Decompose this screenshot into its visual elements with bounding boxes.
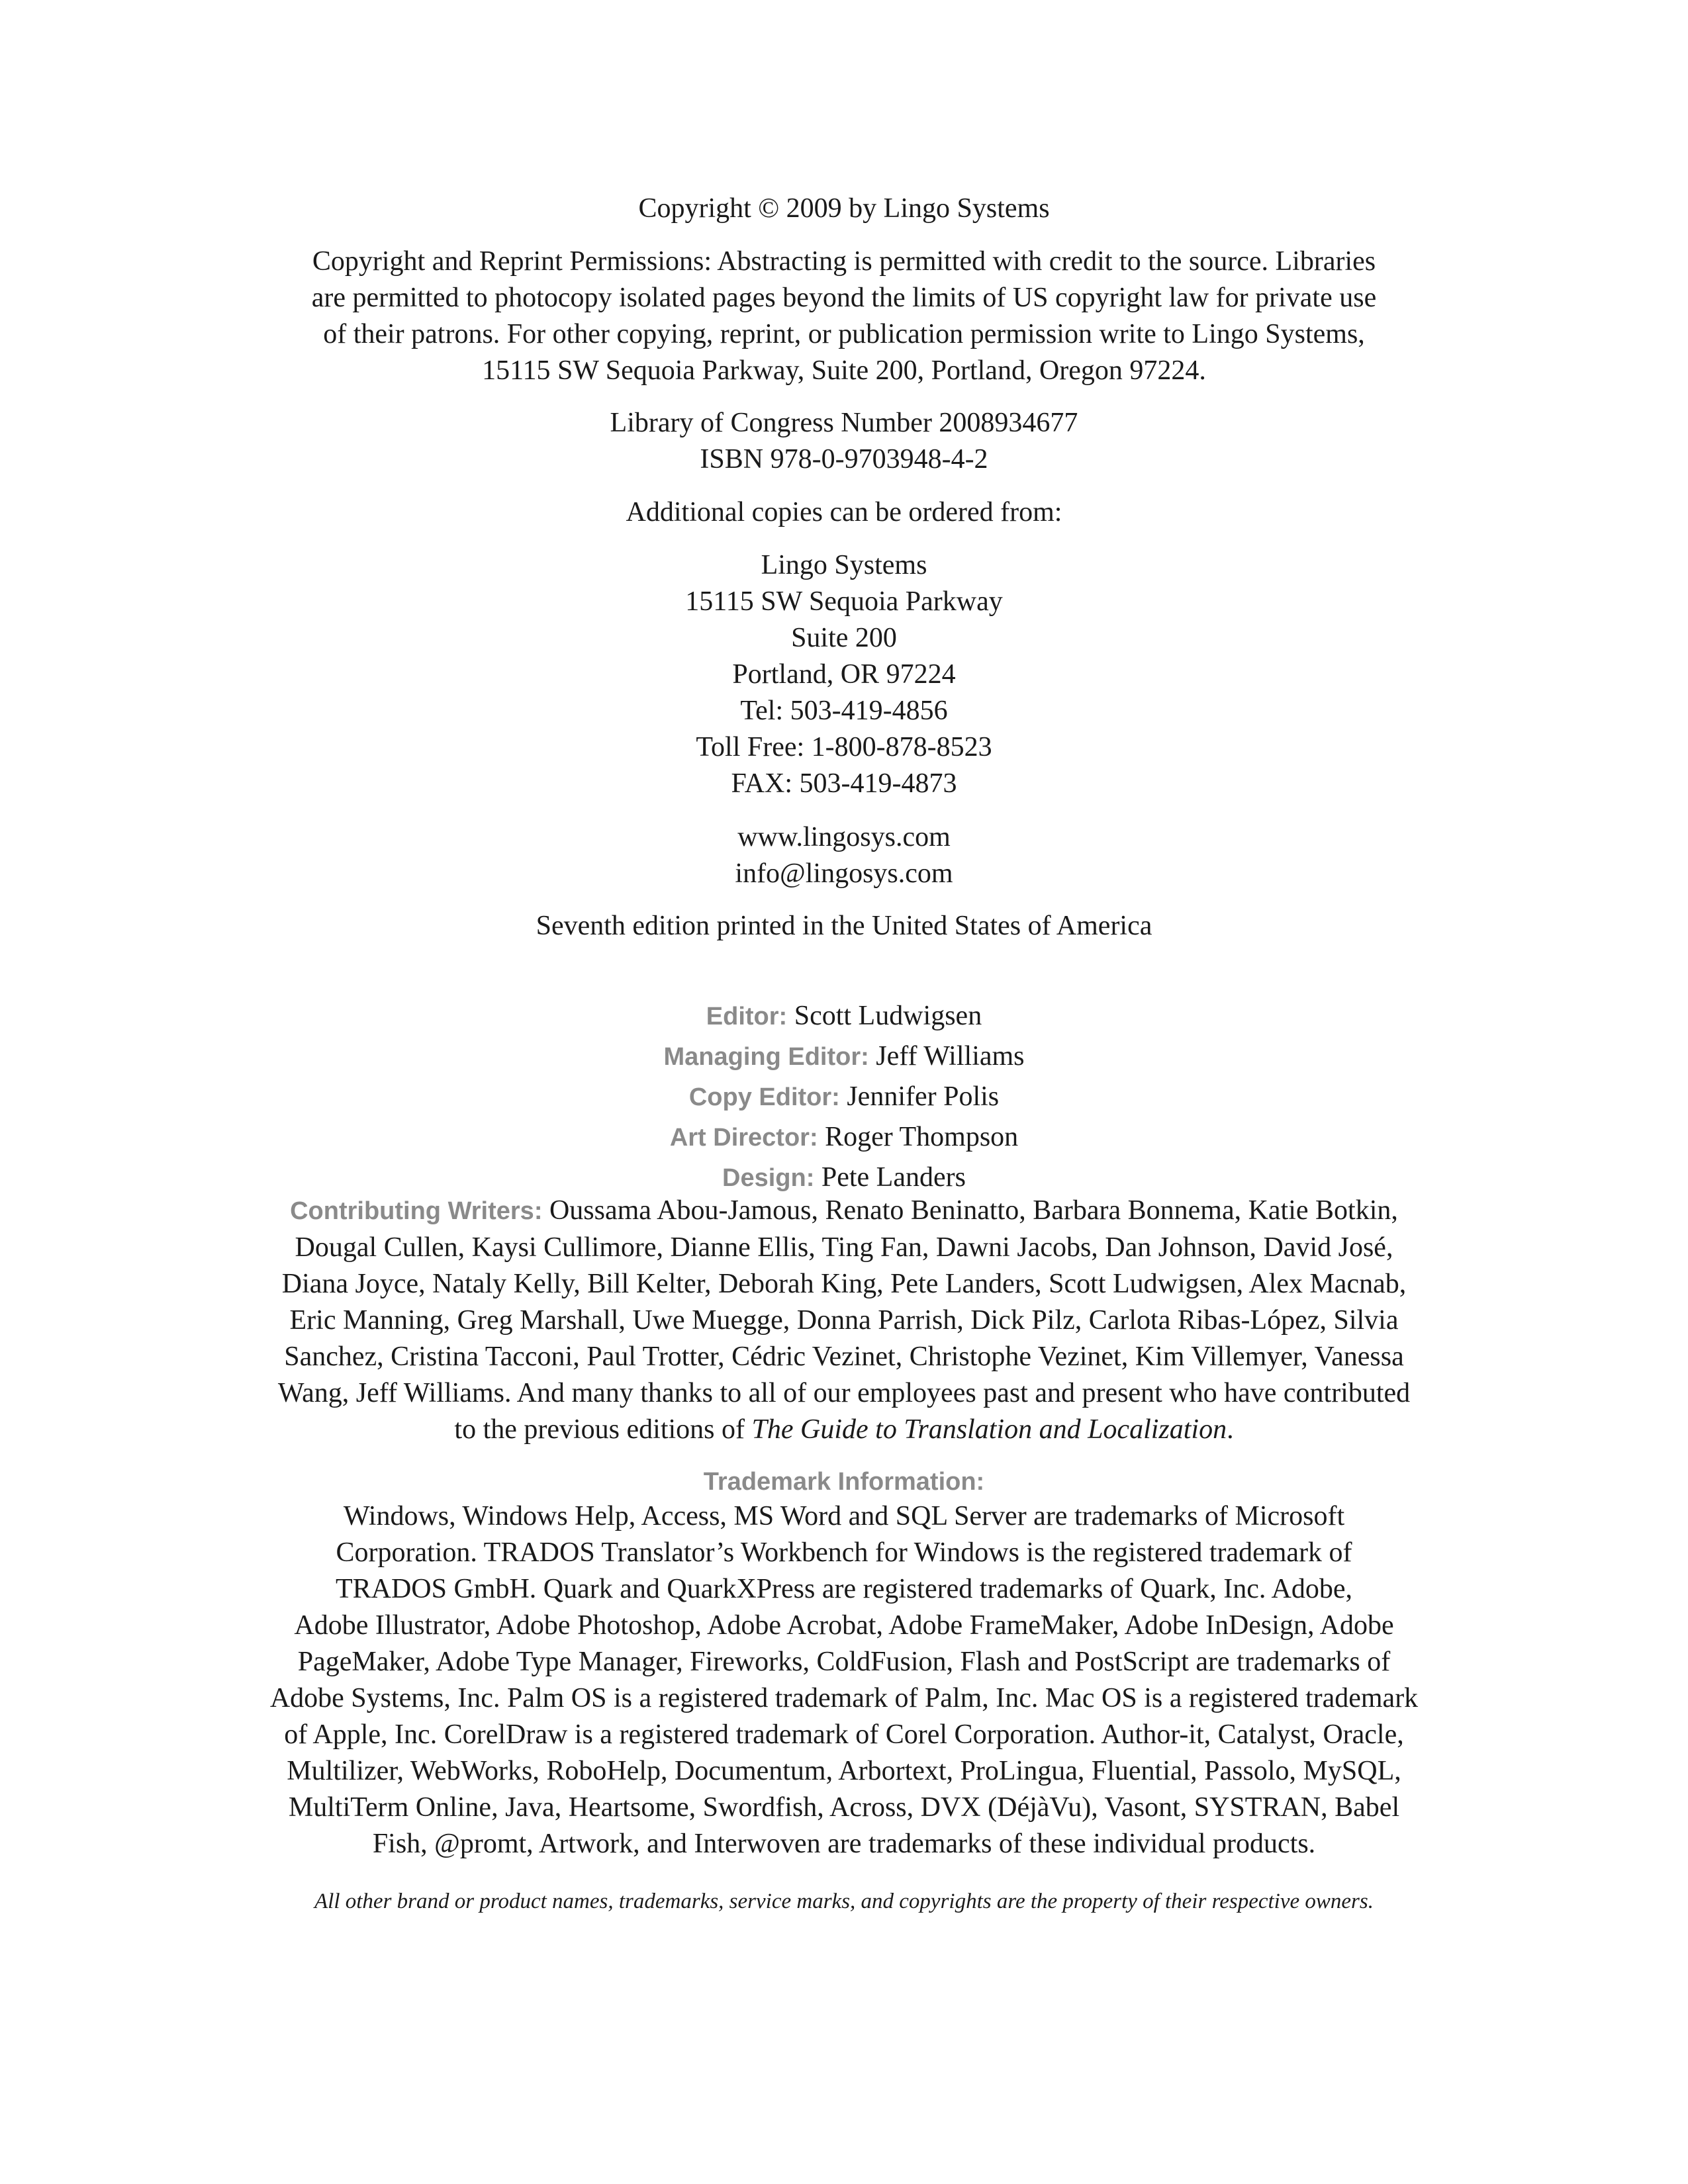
trademark-line: MultiTerm Online, Java, Heartsome, Swordfish, Across, DVX (DéjàVu), Vasont, SYSTRAN, Babel [288,1792,1400,1823]
credit-value: Jennifer Polis [839,1081,1000,1112]
credit-copy-editor [252,1077,1436,1117]
credit-value: Roger Thompson [818,1122,1019,1152]
permissions-paragraph [252,244,1436,389]
contributors-names: Oussama Abou-Jamous, Renato Beninatto, Barbara Bonnema, Katie Botkin, [542,1195,1398,1226]
trademark-line: Corporation. TRADOS Translator’s Workbench for Windows is the registered trademark of [336,1537,1352,1568]
trademark-line: Multilizer, WebWorks, RoboHelp, Documentum, Arbortext, ProLingua, Fluential, Passolo, MySQL, [287,1756,1401,1786]
email-link[interactable]: info@lingosys.com [735,858,953,889]
trademark-line: Fish, @promt, Artwork, and Interwoven are trademarks of these individual products. [372,1829,1316,1859]
credit-design [252,1158,1436,1198]
book-title: The Guide to Translation and Localization [751,1414,1227,1445]
credit-value: Scott Ludwigsen [787,1001,982,1031]
trademark-footnote: All other brand or product names, trademarks, service marks, and copyrights are the property of their respective owners. [314,1889,1374,1913]
trademark-paragraph [252,1498,1436,1862]
credit-label: Managing Editor: [663,1043,869,1071]
contributors-line: Eric Manning, Greg Marshall, Uwe Muegge, Donna Parrish, Dick Pilz, Carlota Ribas-López, Silvia [289,1305,1399,1336]
trademark-line: of Apple, Inc. CorelDraw is a registered trademark of Corel Corporation. Author-it, Catalyst, Oracle, [284,1719,1404,1750]
trademark-heading: Trademark Information: [703,1468,985,1496]
contributors-line: Diana Joyce, Nataly Kelly, Bill Kelter, Deborah King, Pete Landers, Scott Ludwigsen, Alex Macnab, [281,1269,1407,1299]
address-line: Toll Free: 1-800-878-8523 [696,732,992,762]
credit-value: Jeff Williams [868,1041,1025,1071]
address-line: Suite 200 [791,623,897,653]
trademark-line: PageMaker, Adobe Type Manager, Fireworks, ColdFusion, Flash and PostScript are trademarks of [297,1647,1391,1677]
contributors-line: Dougal Cullen, Kaysi Cullimore, Dianne Ellis, Ting Fan, Dawni Jacobs, Dan Johnson, David José, [295,1232,1393,1263]
contributors-line: Sanchez, Cristina Tacconi, Paul Trotter, Cédric Vezinet, Christophe Vezinet, Kim Villemyer, Vanessa [284,1342,1404,1372]
credits-list [252,996,1436,1198]
permissions-line: 15115 SW Sequoia Parkway, Suite 200, Portland, Oregon 97224. [482,355,1206,386]
permissions-line: are permitted to photocopy isolated pages beyond the limits of US copyright law for private use [311,283,1377,313]
ordering-intro: Additional copies can be ordered from: [626,497,1062,527]
address-line: Lingo Systems [761,550,927,580]
credit-label: Copy Editor: [688,1083,840,1111]
address-line: FAX: 503-419-4873 [731,768,957,799]
contact-online [252,819,1436,892]
credit-label: Design: [722,1164,815,1192]
edition-block [252,908,1436,944]
contributors-last-prefix: to the previous editions of [454,1414,752,1445]
contributing-writers [252,1193,1436,1448]
ordering-intro-block [252,494,1436,531]
permissions-line: Copyright and Reprint Permissions: Abstracting is permitted with credit to the source. Libraries [312,246,1376,277]
trademark-heading-block [252,1464,1436,1500]
copyright-title-block [252,191,1436,227]
credit-value: Pete Landers [814,1162,966,1193]
credit-label: Art Director: [669,1124,818,1152]
copyright-title: Copyright © 2009 by Lingo Systems [638,193,1050,224]
isbn: ISBN 978-0-9703948-4-2 [700,444,988,475]
contributors-label: Contributing Writers: [290,1197,543,1225]
contributors-last-line [252,1412,1436,1448]
website-link[interactable]: www.lingosys.com [737,822,951,852]
library-info [252,405,1436,478]
credit-label: Editor: [706,1003,788,1030]
trademark-line: Adobe Systems, Inc. Palm OS is a registered trademark of Palm, Inc. Mac OS is a registered trademark [269,1683,1419,1713]
lccn: Library of Congress Number 2008934677 [610,408,1078,438]
trademark-line: Adobe Illustrator, Adobe Photoshop, Adobe Acrobat, Adobe FrameMaker, Adobe InDesign, Adobe [294,1610,1394,1641]
trademark-line: TRADOS GmbH. Quark and QuarkXPress are registered trademarks of Quark, Inc. Adobe, [335,1574,1353,1604]
credit-art-director [252,1117,1436,1158]
address-line: Tel: 503-419-4856 [740,696,948,726]
permissions-line: of their patrons. For other copying, reprint, or publication permission write to Lingo Systems, [323,319,1365,349]
contributors-last-suffix: . [1227,1414,1234,1445]
contributors-first-line [252,1193,1436,1230]
credit-editor [252,996,1436,1036]
address-line: Portland, OR 97224 [732,659,956,690]
edition-statement: Seventh edition printed in the United States of America [536,911,1152,941]
trademark-footnote-block [252,1884,1436,1920]
ordering-address [252,547,1436,802]
contributors-line: Wang, Jeff Williams. And many thanks to all of our employees past and present who have contributed [277,1378,1411,1408]
address-line: 15115 SW Sequoia Parkway [685,586,1003,617]
credit-managing-editor [252,1036,1436,1077]
trademark-line: Windows, Windows Help, Access, MS Word and SQL Server are trademarks of Microsoft [343,1501,1345,1531]
